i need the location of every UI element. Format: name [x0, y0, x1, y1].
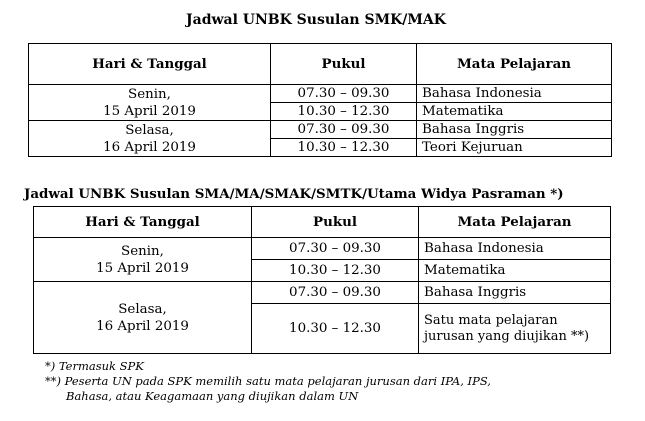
day-date: 16 April 2019 — [96, 318, 189, 334]
table-row — [29, 121, 612, 139]
time-cell: 10.30 – 12.30 — [252, 304, 419, 354]
header-day-date: Hari & Tanggal — [34, 207, 252, 238]
time-cell: 07.30 – 09.30 — [252, 238, 419, 260]
header-subject: Mata Pelajaran — [419, 207, 611, 238]
time-cell: 07.30 – 09.30 — [271, 121, 417, 139]
footnote-participants-line2: Bahasa, atau Keagamaan yang diujikan dalam UN — [66, 389, 359, 403]
time-cell: 10.30 – 12.30 — [271, 103, 417, 121]
table-header-row — [29, 44, 612, 85]
table-row — [29, 85, 612, 103]
header-day-date: Hari & Tanggal — [29, 44, 271, 85]
time-cell: 07.30 – 09.30 — [271, 85, 417, 103]
header-time: Pukul — [252, 207, 419, 238]
subject-cell: Bahasa Inggris — [417, 121, 612, 139]
day-name: Selasa, — [118, 301, 167, 317]
day-cell — [29, 85, 271, 121]
subject-cell: Bahasa Indonesia — [417, 85, 612, 103]
day-date: 16 April 2019 — [103, 139, 196, 155]
day-cell — [34, 282, 252, 354]
subject-cell: Satu mata pelajaran jurusan yang diujikan **) — [419, 304, 611, 354]
day-date: 15 April 2019 — [96, 260, 189, 276]
time-cell: 10.30 – 12.30 — [271, 139, 417, 157]
schedule-table-smk — [28, 43, 612, 157]
day-cell — [34, 238, 252, 282]
table-header-row — [34, 207, 611, 238]
day-date: 15 April 2019 — [103, 103, 196, 119]
header-time: Pukul — [271, 44, 417, 85]
subject-cell: Bahasa Indonesia — [419, 238, 611, 260]
day-name: Senin, — [121, 243, 164, 259]
table-row — [34, 282, 611, 304]
subject-cell: Bahasa Inggris — [419, 282, 611, 304]
time-cell: 07.30 – 09.30 — [252, 282, 419, 304]
footnote-participants-line1: **) Peserta UN pada SPK memilih satu mata pelajaran jurusan dari IPA, IPS, — [45, 374, 491, 388]
table2-title: Jadwal UNBK Susulan SMA/MA/SMAK/SMTK/Utama Widya Pasraman *) — [24, 186, 564, 202]
header-subject: Mata Pelajaran — [417, 44, 612, 85]
schedule-table-sma — [33, 206, 611, 354]
subject-cell: Matematika — [417, 103, 612, 121]
day-cell — [29, 121, 271, 157]
time-cell: 10.30 – 12.30 — [252, 260, 419, 282]
subject-cell: Matematika — [419, 260, 611, 282]
subject-cell: Teori Kejuruan — [417, 139, 612, 157]
footnote-spk: *) Termasuk SPK — [45, 359, 144, 373]
table-row — [34, 238, 611, 260]
day-name: Selasa, — [125, 122, 174, 138]
day-name: Senin, — [128, 86, 171, 102]
table1-title: Jadwal UNBK Susulan SMK/MAK — [186, 12, 446, 28]
